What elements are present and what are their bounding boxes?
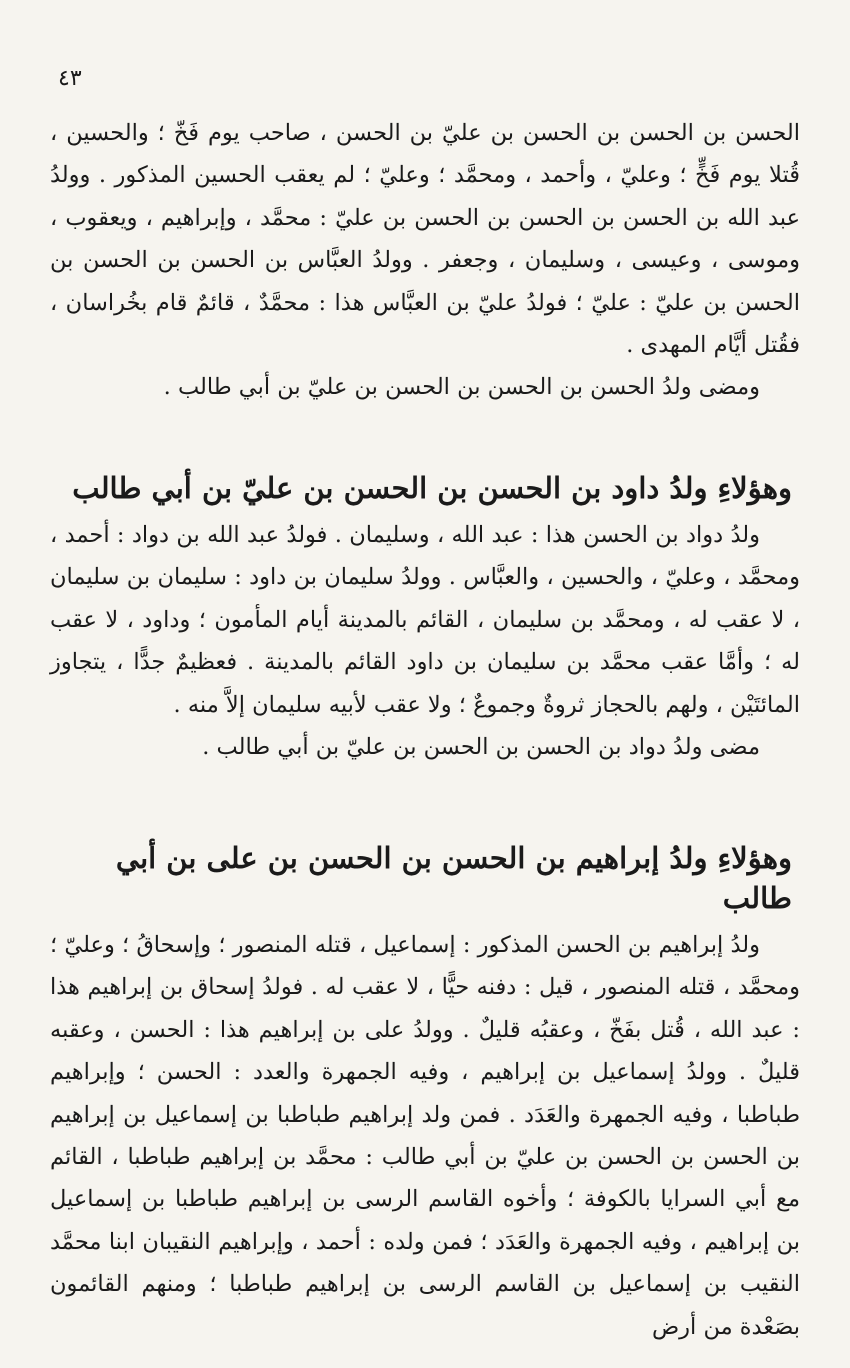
section-3-body bbox=[50, 924, 800, 1348]
section-2-body bbox=[50, 514, 800, 768]
section-heading: وهؤلاءِ ولدُ إبراهيم بن الحسن بن الحسن بن على بن أبي طالب bbox=[115, 841, 792, 915]
closing-line: مضى ولدُ دواد بن الحسن بن الحسن بن عليّ بن أبي طالب . bbox=[202, 734, 760, 761]
section-3 bbox=[50, 838, 800, 1348]
closing-line: ومضى ولدُ الحسن بن الحسن بن الحسن بن عليّ بن أبي طالب . bbox=[163, 374, 760, 401]
section-1-body bbox=[50, 112, 800, 409]
paragraph: الحسن بن الحسن بن الحسن بن عليّ بن الحسن ، صاحب يوم فَخّ ؛ والحسين ، قُتلا يوم فَخٍّ ؛ وعليّ ، وأحمد ، ومحمَّد ؛ وعليّ ؛ لم يعقب الحسين المذكور . وولدُ عبد الله بن الحسن بن الحسن بن الحسن بن عليّ : محمَّد ، وإبراهيم ، ويعقوب ، وموسى ، وعيسى ، وسليمان ، وجعفر . وولدُ العبَّاس بن الحسن بن الحسن بن الحسن بن عليّ : عليّ ؛ فولدُ عليّ بن العبَّاس هذا : محمَّدٌ ، قائمٌ قام بخُراسان ، فقُتل أيَّام المهدى . bbox=[50, 120, 800, 359]
page-number: ٤٣ bbox=[58, 66, 82, 91]
paragraph: ولدُ دواد بن الحسن هذا : عبد الله ، وسليمان . فولدُ عبد الله بن دواد : أحمد ، ومحمَّد ، وعليّ ، والحسين ، والعبَّاس . وولدُ سليمان بن داود : سليمان بن سليمان ، لا عقب له ، ومحمَّد بن سليمان ، القائم بالمدينة أيام المأمون ؛ وداود ، لا عقب له ؛ وأمَّا عقب محمَّد بن سليمان بن داود القائم بالمدينة . فعظيمٌ جدًّا ، يتجاوز المائتَيْن ، ولهم بالحجاز ثروةٌ وجموعٌ ؛ ولا عقب لأبيه سليمان إلاَّ منه . bbox=[50, 522, 800, 718]
section-2 bbox=[50, 468, 800, 768]
paragraph: ولدُ إبراهيم بن الحسن المذكور : إسماعيل ، قتله المنصور ؛ وإسحاقُ ؛ وعليّ ؛ ومحمَّد ، قتله المنصور ، قيل : دفنه حيًّا ، لا عقب له . فولدُ إسحاق بن إبراهيم هذا : عبد الله ، قُتل بفَخّ ، وعقبُه قليلٌ . وولدُ على بن إبراهيم هذا : الحسن ، وعقبه قليلٌ . وولدُ إسماعيل بن إبراهيم ، وفيه الجمهرة والعدد : الحسن ؛ وإبراهيم طباطبا ، وفيه الجمهرة والعَدَد . فمن ولد إبراهيم طباطبا بن إسماعيل بن إبراهيم بن الحسن بن الحسن بن عليّ بن أبي طالب : محمَّد بن إبراهيم طباطبا ، القائم مع أبي السرايا بالكوفة ؛ وأخوه القاسم الرسى بن إبراهيم طباطبا بن إسماعيل بن إبراهيم ، وفيه الجمهرة والعَدَد ؛ فمن ولده : أحمد ، وإبراهيم النقيبان ابنا محمَّد النقيب بن إسماعيل بن القاسم الرسى بن إبراهيم طباطبا ؛ ومنهم القائمون بصَعْدة من أرض bbox=[50, 932, 800, 1340]
section-1 bbox=[50, 112, 800, 409]
section-heading: وهؤلاءِ ولدُ داود بن الحسن بن الحسن بن عليّ بن أبي طالب bbox=[72, 471, 792, 505]
